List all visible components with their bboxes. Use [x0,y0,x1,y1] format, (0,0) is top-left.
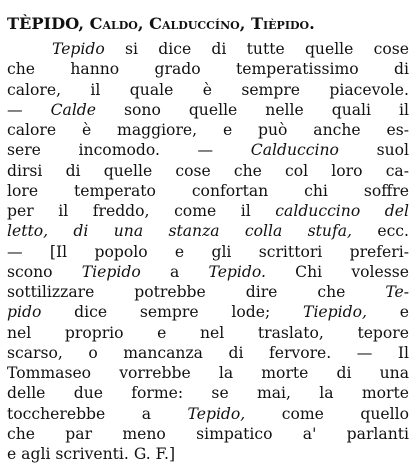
text-line [7,363,409,383]
text-segment: — [7,100,51,119]
text-line [7,282,409,302]
italic-term: Te- [385,283,409,301]
text-segment: e [366,303,410,322]
italic-term: Tepido. [208,262,266,281]
text-segment: suol [338,141,409,160]
text-line [7,181,409,201]
entry-synonyms: Caldo, Calduccíno, Tièpido. [89,14,315,33]
text-line [7,201,409,221]
text-segment: Tommaseo vorrebbe la morte di una [7,364,409,382]
text-line [7,302,409,322]
text-line [7,242,409,262]
text-line [52,39,409,59]
text-segment: calore, il quale è sempre piacevole. [7,80,409,99]
italic-term: pido [7,303,42,322]
text-segment: sere incomodo. — [7,141,251,160]
text-line [7,59,409,79]
text-segment: che par meno simpatico a' parlanti [7,424,409,443]
text-segment: per il freddo, come il [7,202,276,220]
italic-term: Tiepido, [303,303,367,322]
italic-term: Calde [50,100,97,119]
text-segment: delle due forme: se mai, la morte [7,384,409,403]
text-segment: — [Il popolo e gli scrittori preferi- [7,242,409,261]
text-line [7,383,409,403]
text-line [7,343,409,363]
text-segment: nel proprio e nel traslato, tepore [7,323,409,342]
text-segment: sono quelle nelle quali il [96,100,409,119]
text-line [7,80,409,100]
italic-term: Tepido [52,40,105,58]
entry-term: TÈPIDO, [7,14,84,33]
text-line [7,140,409,160]
text-line [7,323,409,343]
text-line [7,262,409,282]
text-segment: lore temperato confortan chi soffre [7,181,409,200]
text-line [7,424,409,444]
text-segment: dirsi di quelle cose che col loro ca- [7,161,409,180]
text-segment: calore è maggiore, e può anche es- [7,121,409,139]
entry-heading [7,14,409,34]
italic-term: Tepido, [187,404,246,423]
text-segment: ecc. [352,222,409,241]
text-segment: sottilizzare potrebbe dire che [7,283,386,301]
text-segment: Chi volesse [265,262,410,281]
text-segment: che hanno grado temperatissimo di [7,60,409,79]
italic-term: calduccino del [275,202,409,220]
text-segment: come quello [245,404,409,423]
text-segment: a [140,262,209,281]
text-segment: si dice di tutte quelle cose [104,40,409,58]
text-line [7,444,409,464]
text-segment: scono [7,262,82,281]
text-segment: toccherebbe a [7,404,188,423]
italic-term: Tiepido [81,262,141,281]
italic-term: Calduccino [250,141,339,160]
text-line [7,120,409,140]
text-line [7,404,409,424]
text-line [7,221,409,241]
text-segment: dice sempre lode; [41,303,304,322]
text-segment: e agli scriventi. G. F.] [7,445,176,463]
italic-term: letto, di una stanza colla stufa, [7,222,352,241]
text-line [7,161,409,181]
text-line [7,100,409,120]
text-segment: scarso, o mancanza di fervore. — Il [7,343,409,362]
